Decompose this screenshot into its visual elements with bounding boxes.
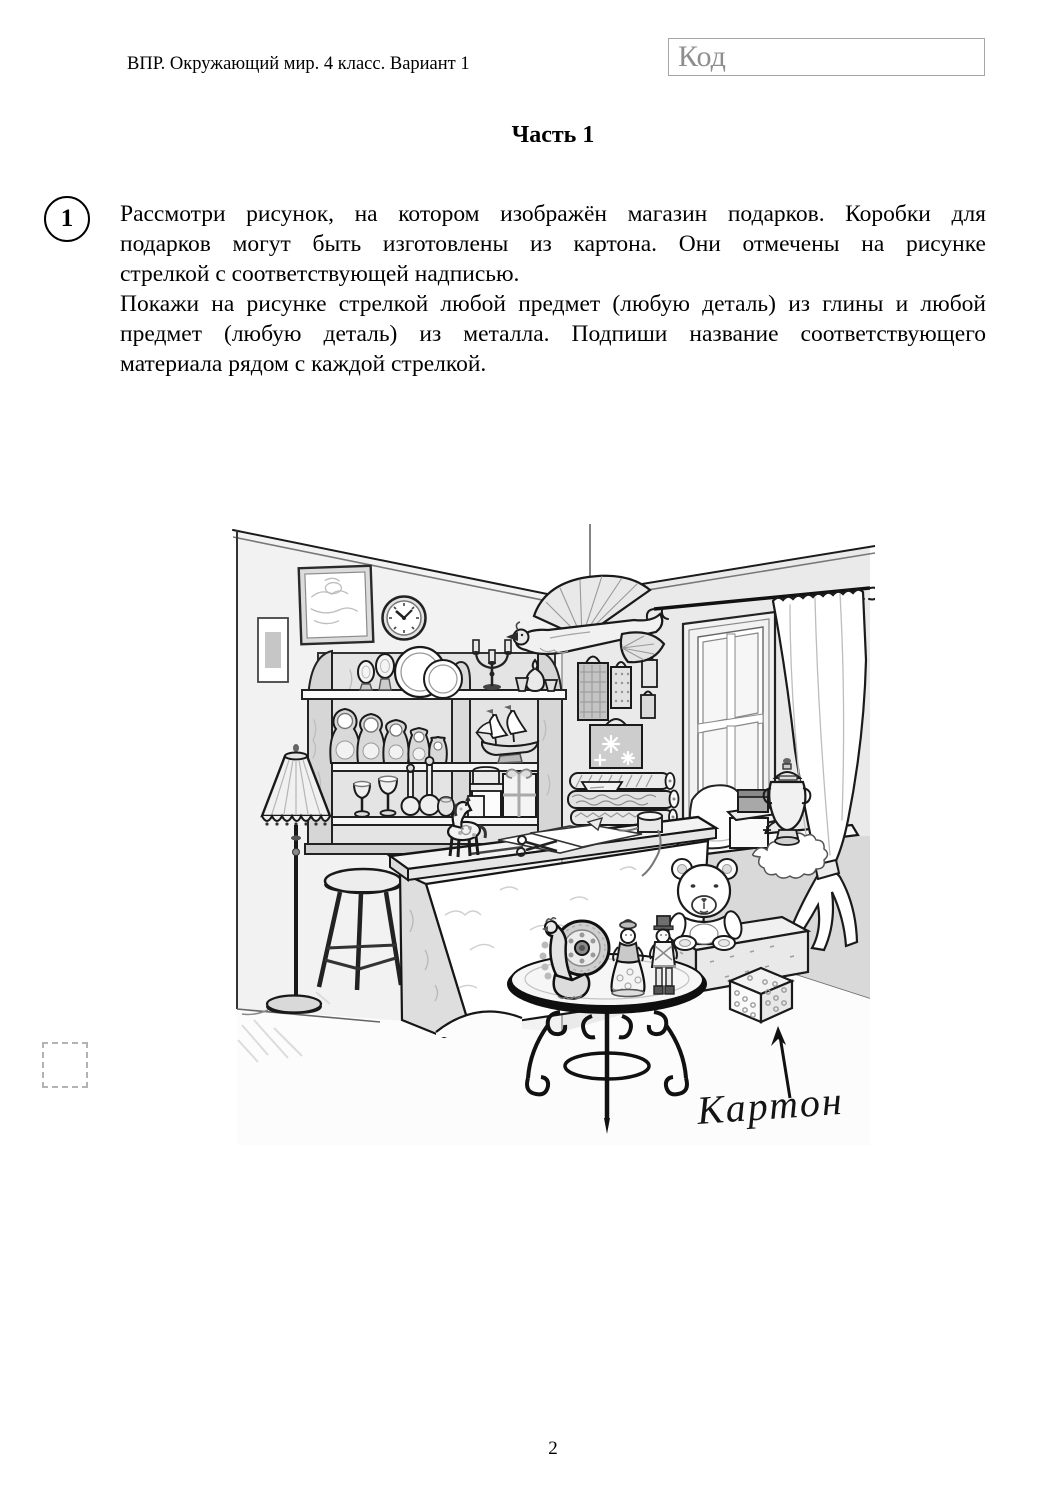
task-text bbox=[120, 199, 986, 379]
part-title: Часть 1 bbox=[511, 122, 595, 148]
code-input-box[interactable] bbox=[668, 38, 985, 76]
small-wall-frame bbox=[258, 618, 288, 682]
task-line: стрелкой с соответствующей надписью. bbox=[120, 261, 520, 287]
shelf-gift-boxes bbox=[468, 767, 536, 817]
code-label: Код bbox=[678, 40, 726, 73]
material-label: Картон bbox=[695, 1077, 846, 1133]
snowflake-gift-bag bbox=[590, 719, 642, 768]
task-number: 1 bbox=[60, 205, 74, 232]
task-line: предмет (любую деталь) из металла. Подпиши название соответствующего bbox=[120, 321, 986, 347]
task-line: Покажи на рисунке стрелкой любой предмет (любую деталь) из глины и любой bbox=[120, 291, 986, 317]
task-line: Рассмотри рисунок, на котором изображён магазин подарков. Коробки для bbox=[120, 201, 986, 227]
landscape-picture bbox=[299, 566, 374, 644]
header-title: ВПР. Окружающий мир. 4 класс. Вариант 1 bbox=[127, 54, 470, 74]
task-number-badge bbox=[44, 196, 90, 242]
wall-clock bbox=[383, 597, 426, 640]
answer-mark-square bbox=[42, 1042, 88, 1088]
page-number: 2 bbox=[548, 1438, 558, 1459]
task-line: материала рядом с каждой стрелкой. bbox=[120, 351, 487, 377]
task-line: подарков могут быть изготовлены из картона. Они отмечены на рисунке bbox=[120, 231, 986, 257]
gift-shop-illustration bbox=[230, 520, 875, 1145]
